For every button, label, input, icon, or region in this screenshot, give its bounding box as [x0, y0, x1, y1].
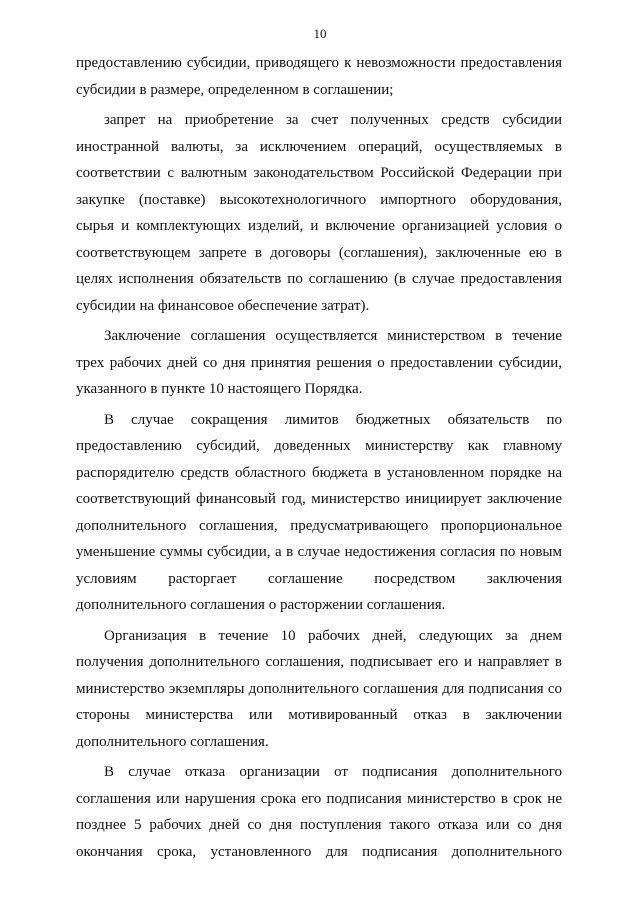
- paragraph: [76, 50, 562, 103]
- text-line: соответствующий финансовый год, министерство инициирует заключение: [76, 491, 562, 507]
- text-line: трех рабочих дней со дня принятия решения о предоставлении субсидии,: [76, 354, 562, 371]
- text-line: соглашения или нарушения срока его подписания министерство в срок не: [76, 790, 562, 807]
- paragraph: [76, 107, 562, 319]
- paragraph: [76, 623, 562, 756]
- text-line: окончания срока, установленного для подписания дополнительного: [76, 843, 562, 860]
- text-line: министерство экземпляры дополнительного соглашения для подписания со: [76, 680, 562, 697]
- text-line: дополнительного соглашения о расторжении соглашения.: [76, 597, 446, 613]
- text-line: указанного в пункте 10 настоящего Порядка.: [76, 381, 363, 397]
- paragraph: [76, 323, 562, 403]
- text-line: Заключение соглашения осуществляется министерством в течение: [104, 328, 562, 344]
- text-line: субсидии на финансовое обеспечение затрат).: [76, 297, 370, 314]
- text-line: позднее 5 рабочих дней со дня поступления такого отказа или со дня: [76, 817, 562, 833]
- text-line: Организация в течение 10 рабочих дней, следующих за днем: [104, 627, 562, 644]
- paragraph: [76, 407, 562, 619]
- text-line: получения дополнительного соглашения, подписывает его и направляет в: [76, 654, 562, 670]
- text-line: дополнительного соглашения, предусматривающего пропорциональное: [76, 517, 562, 534]
- paragraph: [76, 759, 562, 865]
- document-body: [76, 50, 562, 865]
- text-line: целях исполнения обязательств по соглашению (в случае предоставления: [76, 271, 562, 287]
- text-line: предоставлению субсидий, доведенных министерству как главному: [76, 438, 562, 454]
- text-line: сырья и комплектующих изделий, и включение организацией условия о: [76, 218, 562, 234]
- text-line: соответствии с валютным законодательством Российской Федерации при: [76, 165, 562, 181]
- text-line: закупке (поставке) высокотехнологичного импортного оборудования,: [76, 191, 562, 208]
- page-number: 10: [313, 26, 327, 41]
- text-line: стороны министерства или мотивированный отказ в заключении: [76, 707, 562, 723]
- text-line: В случае отказа организации от подписания дополнительного: [104, 764, 562, 780]
- text-line: субсидии в размере, определенном в соглашении;: [76, 81, 394, 98]
- text-line: соответствующем запрете в договоры (соглашения), заключенные ею в: [76, 244, 562, 261]
- text-line: дополнительного соглашения.: [76, 733, 269, 750]
- text-line: иностранной валюты, за исключением операций, осуществляемых в: [76, 138, 562, 155]
- text-line: В случае сокращения лимитов бюджетных обязательств по: [104, 411, 562, 428]
- text-line: условиям расторгает соглашение посредством заключения: [76, 570, 562, 587]
- text-line: уменьшение суммы субсидии, а в случае недостижения согласия по новым: [76, 544, 562, 560]
- text-line: распорядителю средств областного бюджета в установленном порядке на: [76, 464, 562, 481]
- text-line: запрет на приобретение за счет полученных средств субсидии: [104, 112, 562, 128]
- text-line: предоставлению субсидии, приводящего к невозможности предоставления: [76, 55, 562, 71]
